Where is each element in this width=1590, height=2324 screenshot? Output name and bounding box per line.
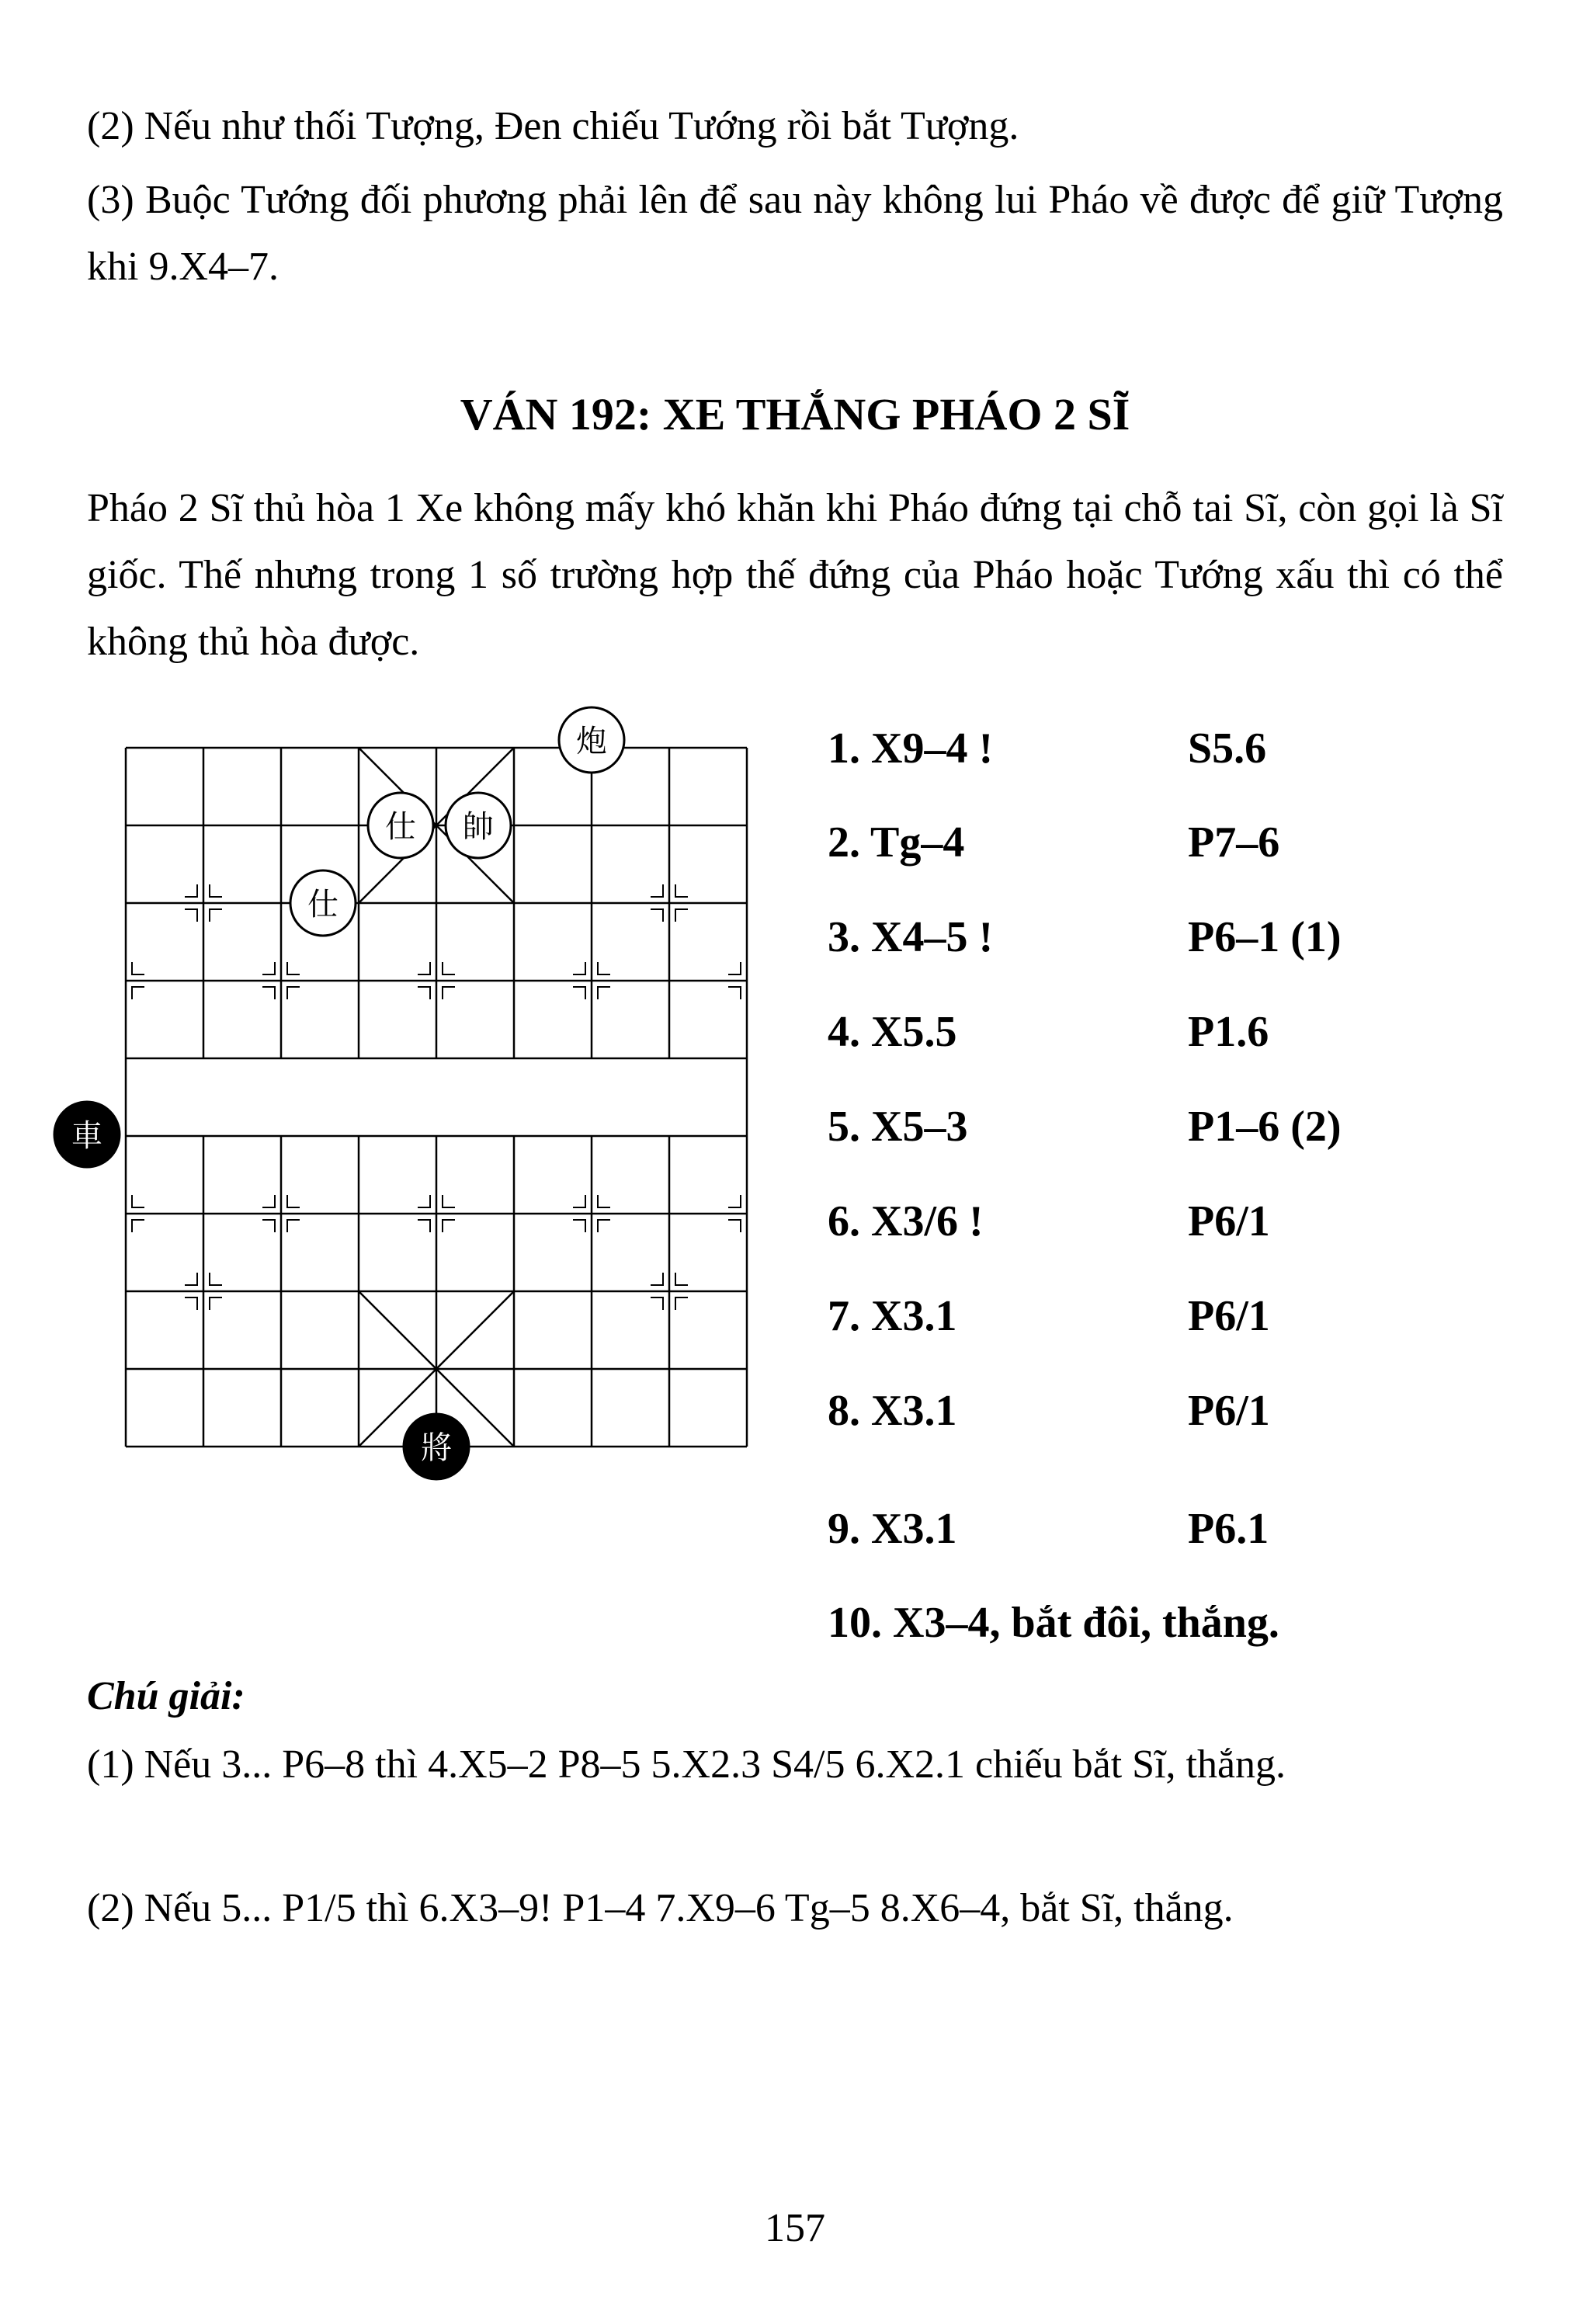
move-white-7: 7. X3.1 [828,1292,957,1340]
black-general-label: 將 [421,1430,452,1466]
top-note-2: (2) Nếu như thối Tượng, Đen chiếu Tướng rồi bắt Tượng. [87,104,1019,148]
red-cannon-piece [559,707,624,773]
note-2: (2) Nếu 5... P1/5 thì 6.X3–9! P1–4 7.X9–6 Tg–5 8.X6–4, bắt Sĩ, thắng. [87,1886,1234,1930]
move-white-8: 8. X3.1 [828,1387,957,1435]
move-black-6: P6/1 [1188,1197,1270,1245]
black-general-piece [404,1414,469,1479]
move-white-1: 1. X9–4 ! [828,724,994,773]
red-advisor-2-label: 仕 [307,887,338,922]
move-black-7: P6/1 [1188,1292,1270,1340]
move-white-4: 4. X5.5 [828,1008,957,1056]
section-title: VÁN 192: XE THẮNG PHÁO 2 SĨ [460,389,1130,439]
move-white-9: 9. X3.1 [828,1505,957,1553]
move-black-3: P6–1 (1) [1188,913,1342,961]
red-advisor-1-piece [368,793,433,858]
red-cannon-label: 炮 [576,724,607,759]
move-black-8: P6/1 [1188,1387,1270,1435]
intro-paragraph: Pháo 2 Sĩ thủ hòa 1 Xe không mấy khó khăn khi Pháo đứng tại chỗ tai Sĩ, còn gọi là Sĩ giốc. Thế nhưng trong 1 số trường hợp thế đứng của Pháo hoặc Tướng xấu thì có thể không thủ hòa được. [87,486,1503,664]
top-note-3: (3) Buộc Tướng đối phương phải lên để sau này không lui Pháo về được để giữ Tượng khi 9.X4–7. [87,178,1503,289]
red-advisor-2-piece [290,870,356,936]
move-white-2: 2. Tg–4 [828,818,965,867]
notes-heading: Chú giải: [87,1674,245,1718]
move-black-4: P1.6 [1188,1008,1269,1056]
move-white-5: 5. X5–3 [828,1103,968,1151]
black-chariot-label: 車 [71,1118,102,1154]
move-white-3: 3. X4–5 ! [828,913,994,961]
page-number: 157 [765,2206,825,2250]
move-black-1: S5.6 [1188,724,1267,773]
red-general-piece [446,793,511,858]
note-1: (1) Nếu 3... P6–8 thì 4.X5–2 P8–5 5.X2.3 S4/5 6.X2.1 chiếu bắt Sĩ, thắng. [87,1742,1286,1787]
black-chariot-piece [54,1102,120,1167]
move-black-9: P6.1 [1188,1505,1269,1553]
red-advisor-1-label: 仕 [385,809,416,845]
red-general-label: 帥 [463,809,494,845]
move-white-10: 10. X3–4, bắt đôi, thắng. [828,1599,1279,1647]
move-black-2: P7–6 [1188,818,1280,867]
xiangqi-board [71,713,792,1489]
move-white-6: 6. X3/6 ! [828,1197,984,1245]
move-black-5: P1–6 (2) [1188,1103,1342,1151]
